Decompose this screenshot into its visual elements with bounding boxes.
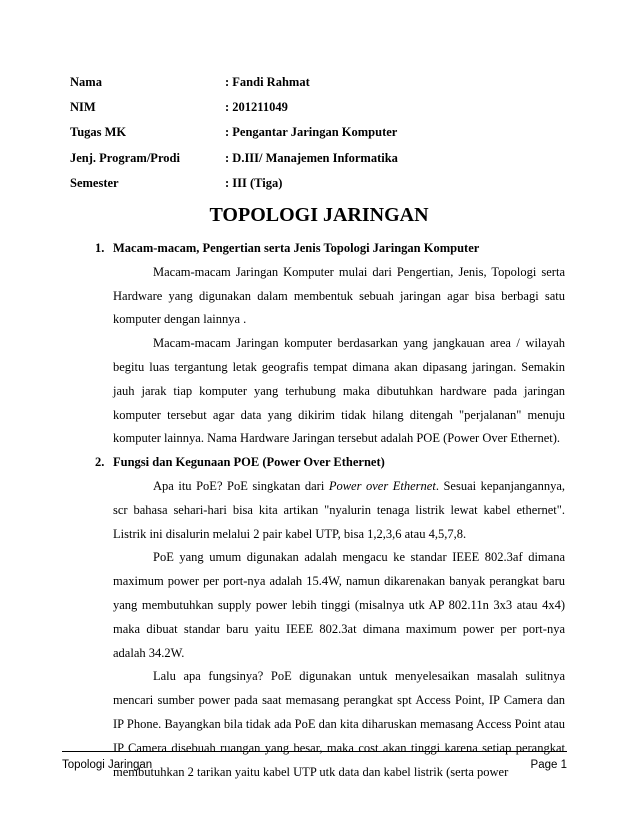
info-label: Nama xyxy=(70,75,102,89)
info-value: : 201211049 xyxy=(225,100,288,115)
info-value: : Fandi Rahmat xyxy=(225,75,310,89)
section-heading xyxy=(95,237,565,261)
section-number: 2. xyxy=(95,455,105,470)
italic-term: Power over Ethernet xyxy=(328,478,436,493)
info-row-course xyxy=(70,120,398,145)
info-label: Jenj. Program/Prodi xyxy=(70,150,180,165)
document-body xyxy=(95,237,565,784)
info-row-program xyxy=(70,146,398,171)
paragraph: Lalu apa fungsinya? PoE digunakan untuk menyelesaikan masalah sulitnya mencari sumber power pada saat memasang perangkat spt Access Point, IP Camera dan IP Phone. Bayangkan bila tidak ada PoE dan kita diharuskan memasang Access Point atau IP Camera disebuah ruangan yang besar, maka cost akan tinggi karena setiap perangkat membutuhkan 2 tarikan yaitu kabel UTP utk data dan kabel listrik (serta power xyxy=(113,669,565,779)
section-number: 1. xyxy=(95,241,105,255)
info-value: : D.III/ Manajemen Informatika xyxy=(225,150,398,165)
paragraph: PoE yang umum digunakan adalah mengacu ke standar IEEE 802.3af dimana maximum power per port-nya adalah 15.4W, namun dikarenakan banyak perangkat baru yang membutuhkan supply power lebih tinggi (misalnya utk AP 802.11n 3x3 atau 4x4) maka dibuat standar baru yaitu IEEE 802.3at dimana maximum power per port-nya adalah 34.2W. xyxy=(113,550,565,660)
info-value: : Pengantar Jaringan Komputer xyxy=(225,125,398,140)
paragraph xyxy=(95,475,565,546)
paragraph: Macam-macam Jaringan Komputer mulai dari Pengertian, Jenis, Topologi serta Hardware yang digunakan dalam membentuk sebuah jaringan agar bisa berbagi satu komputer dengan lainnya . xyxy=(113,264,565,327)
page-number: Page 1 xyxy=(530,759,567,771)
section-title: Fungsi dan Kegunaan POE (Power Over Ethernet) xyxy=(113,455,385,470)
footer-title: Topologi Jaringan xyxy=(62,759,153,771)
info-label: Tugas MK xyxy=(70,125,127,140)
section-title: Macam-macam, Pengertian serta Jenis Topologi Jaringan Komputer xyxy=(113,241,480,255)
info-label: NIM xyxy=(70,100,96,115)
info-label: Semester xyxy=(70,175,119,190)
section-heading xyxy=(95,451,565,475)
info-row-nim xyxy=(70,95,398,120)
info-value: : III (Tiga) xyxy=(225,175,283,190)
text-run: . Sesuai kepanjangannya, scr bahasa sehari-hari bisa kita artikan "nyalurin tenaga listrik lewat kabel ethernet". Listrik ini disalurin melalui 2 pair kabel UTP, bisa 1,2,3,6 atau 4,5,7,8. xyxy=(113,478,565,541)
paragraph: Macam-macam Jaringan komputer berdasarkan yang jangkauan area / wilayah begitu luas tergantung letak geografis tempat dimana akan dipasang jaringan. Semakin jauh jarak tiap komputer yang terhubung maka dibutuhkan hardware pada jaringan komputer tersebut agar data yang dikirim tidak hilang ditengah "perjalanan" menuju komputer lainnya. Nama Hardware Jaringan tersebut adalah POE (Power Over Ethernet). xyxy=(113,336,565,446)
page-footer xyxy=(62,751,567,771)
info-row-name xyxy=(70,70,398,95)
info-row-semester xyxy=(70,171,398,196)
student-info-block xyxy=(70,70,398,196)
document-title: TOPOLOGI JARINGAN xyxy=(209,204,429,226)
text-run: Apa itu PoE? PoE singkatan dari xyxy=(153,478,329,493)
